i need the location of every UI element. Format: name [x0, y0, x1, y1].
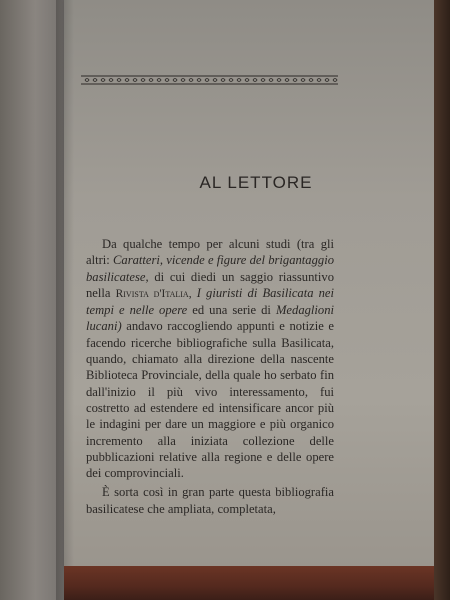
paragraph-2: È sorta così in gran parte questa bibliografia basilicatese che ampliata, completata,: [86, 485, 334, 516]
page-title: AL LETTORE: [199, 173, 313, 192]
decorative-border: [81, 74, 338, 86]
page-edge: [64, 566, 450, 600]
table-surface: [434, 0, 450, 600]
left-page: [0, 0, 64, 600]
body-text: [86, 236, 334, 517]
spine-shadow: [56, 0, 74, 600]
paragraph-1: Da qualche tempo per alcuni studi (tra gli altri: Caratteri, vicende e figure del brigantaggio basilicatese, di cui diedi un saggio riassuntivo nella Rivista d'Italia, I giuristi di Basilicata nei tempi e nelle opere ed una serie di Medaglioni lucani) andavo raccogliendo appunti e notizie e facendo ricerche bibliografiche sulla Basilicata, quando, chiamato alla direzione della nascente Biblioteca Provinciale, della quale ho serbato fin dall'inizio il più vivo interessamento, fui costretto ad estendere ed intensificare ancor più le indagini per dare un maggiore e più organico incremento alla iniziata collezione delle pubblicazioni relative alla regione e delle opere dei comprovinciali.: [86, 237, 335, 481]
